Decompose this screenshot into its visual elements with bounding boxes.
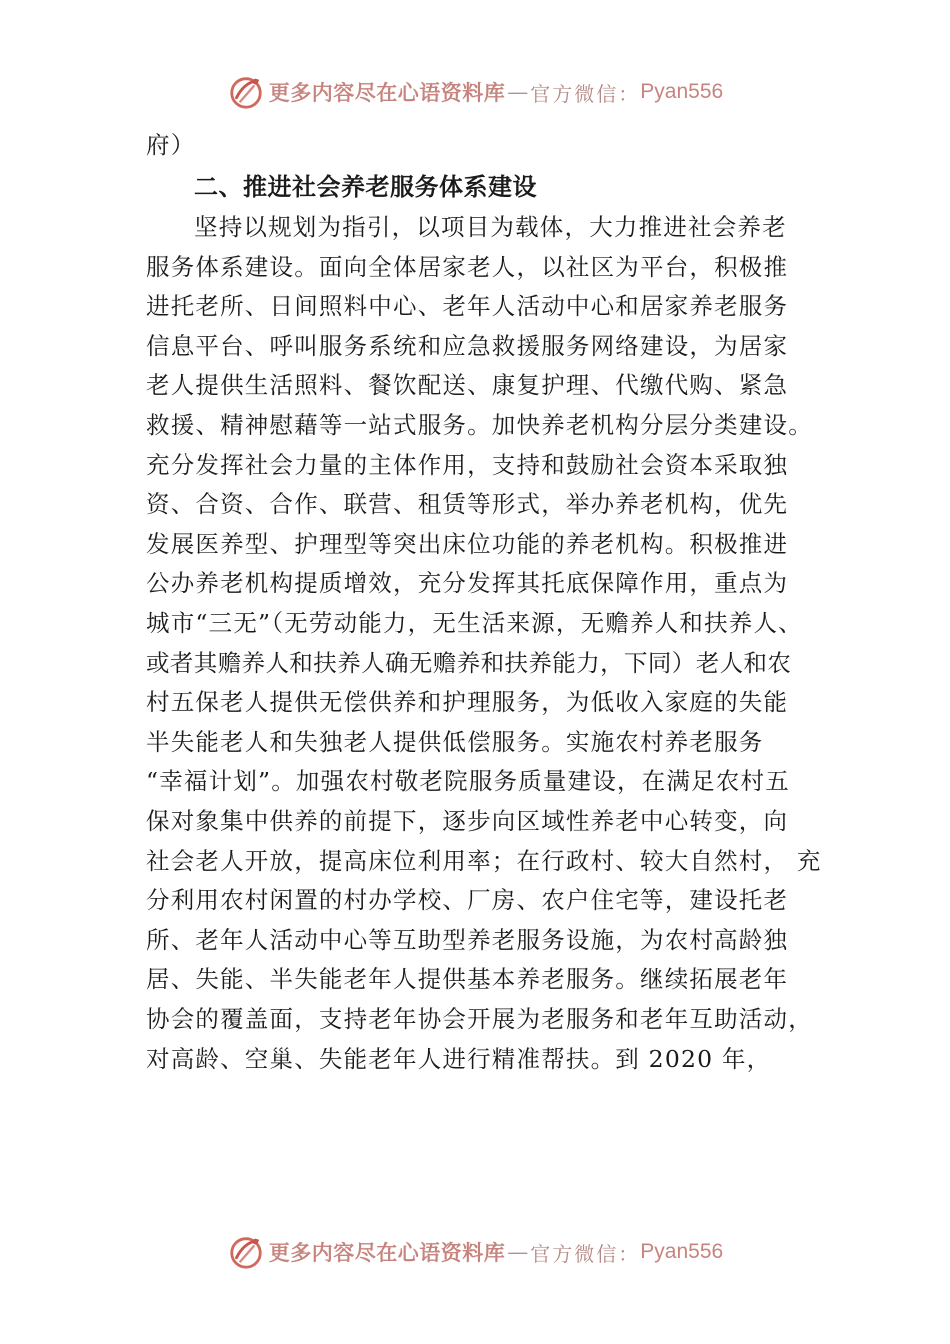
banner-label: 官方微信： [530,81,641,106]
section-heading: 二、推进社会养老服务体系建设 [194,173,537,201]
banner-wechat-id: Pyan556 [640,1240,724,1263]
banner-separator: — [507,80,529,104]
body-line: 所、老年人活动中心等互助型养老服务设施，为农村高龄独 [146,926,789,954]
body-line: 城市“三无”（无劳动能力，无生活来源，无赡养人和扶养人、 [146,609,803,637]
banner-text: 更多内容尽在心语资料库 [268,80,506,105]
body-line: 信息平台、呼叫服务系统和应急救援服务网络建设，为居家 [146,332,789,360]
body-line: 坚持以规划为指引，以项目为载体，大力推进社会养老 [194,213,787,241]
body-line: 充分发挥社会力量的主体作用，支持和鼓励社会资本采取独 [146,451,789,479]
body-line: 半失能老人和失独老人提供低偿服务。实施农村养老服务 [146,728,764,756]
body-line: 资、合资、合作、联营、租赁等形式，举办养老机构，优先 [146,490,789,518]
body-line: 发展医养型、护理型等突出床位功能的养老机构。积极推进 [146,530,789,558]
body-line: 村五保老人提供无偿供养和护理服务，为低收入家庭的失能 [146,688,789,716]
banner-wechat-id: Pyan556 [640,80,724,103]
body-line: 对高龄、空巢、失能老年人进行精准帮扶。到 2020 年， [146,1045,772,1073]
body-line: 老人提供生活照料、餐饮配送、康复护理、代缴代购、紧急 [146,371,789,399]
body-line: 协会的覆盖面，支持老年协会开展为老服务和老年互助活动， [146,1005,813,1033]
header-banner [0,70,950,114]
banner-label: 官方微信： [530,1241,641,1266]
banner-separator: — [507,1240,529,1264]
brand-logo-icon [227,1233,265,1271]
footer-banner [0,1230,950,1274]
body-line: 社会老人开放，提高床位利用率；在行政村、较大自然村， 充 [146,847,822,875]
body-line: 分利用农村闲置的村办学校、厂房、农户住宅等，建设托老 [146,886,789,914]
body-line: 居、失能、半失能老年人提供基本养老服务。继续拓展老年 [146,965,789,993]
body-line: 公办养老机构提质增效，充分发挥其托底保障作用，重点为 [146,569,789,597]
body-line: 救援、精神慰藉等一站式服务。加快养老机构分层分类建设。 [146,411,813,439]
brand-logo-icon [227,73,265,111]
body-line: “幸福计划”。加强农村敬老院服务质量建设，在满足农村五 [146,767,790,795]
body-line: 保对象集中供养的前提下，逐步向区域性养老中心转变，向 [146,807,789,835]
paragraph-continuation: 府） [146,131,196,159]
body-line: 或者其赡养人和扶养人确无赡养和扶养能力，下同）老人和农 [146,649,792,677]
body-line: 进托老所、日间照料中心、老年人活动中心和居家养老服务 [146,292,789,320]
body-line: 服务体系建设。面向全体居家老人，以社区为平台，积极推 [146,253,789,281]
banner-text: 更多内容尽在心语资料库 [268,1240,506,1265]
